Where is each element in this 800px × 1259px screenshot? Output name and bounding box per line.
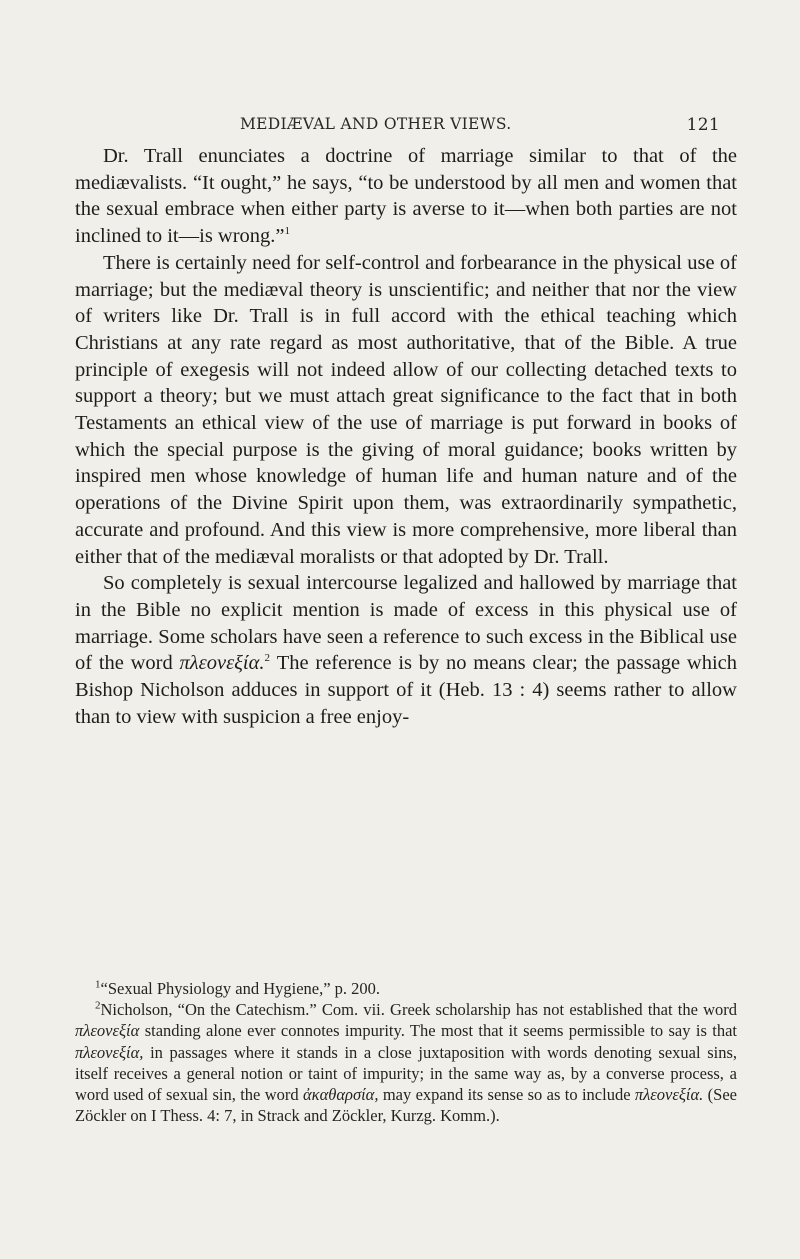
footnote-ref-1: 1: [284, 225, 291, 238]
footnote-1-text: “Sexual Physiology and Hygiene,” p. 200.: [100, 979, 381, 998]
paragraph-2: There is certainly need for self-control and forbearance in the physical use of marriage; but the mediæval theory is unscientific; and neither that nor the view of writers like Dr. Trall is in full accord with the ethical teaching which Christians at any rate regard as most authoritative, that of the Bible. A true principle of exegesis will not indeed allow of our collecting detached texts to support a theory; but we must attach great significance to the fact that in both Testaments an ethical view of the use of marriage is put forward in books of which the special purpose is the giving of moral guidance; books written by inspired men whose knowledge of human life and human nature and of the operations of the Divine Spirit upon them, was extraordinarily sympathetic, accurate and profound. And this view is more comprehensive, more liberal than either that of the mediæval moralists or that adopted by Dr. Trall.: [75, 251, 737, 568]
footnote-2-greek-2: πλεονεξία,: [75, 1042, 144, 1062]
footnote-ref-2: 2: [264, 652, 271, 665]
footnote-2-mark: 2: [95, 999, 101, 1012]
footnote-2-text-b: standing alone ever connotes impurity. The most that it seems permissible to say is that: [144, 1021, 737, 1041]
paragraph-3-text-b: The reference is by no means clear; the passage which Bishop Nicholson adduces in support of it (Heb. 13 : 4) seems rather to allow than to view with suspicion a free enjoy-: [75, 652, 738, 728]
footnote-2-greek-1: πλεονεξία: [75, 1021, 140, 1041]
footnote-2-text-a: Nicholson, “On the Catechism.” Com. vii. Greek scholarship has not established that the word: [100, 1000, 737, 1020]
page-number: 121: [686, 115, 720, 135]
footnote-2-greek-3: ἀκαθαρσία,: [303, 1085, 379, 1105]
greek-word: πλεονεξία.: [179, 652, 265, 675]
footnote-2: [75, 999, 737, 1126]
body-text: [75, 143, 737, 730]
footnote-2-greek-4: πλεονεξία.: [634, 1085, 704, 1105]
footnote-2-text-e: (See Zöckler on I Thess. 4: 7, in Strack and Zöckler, Kurzg. Komm.).: [75, 1085, 737, 1126]
paragraph-1: [75, 143, 737, 250]
paragraph-3: [75, 570, 737, 730]
paragraph-3-text-a: So completely is sexual intercourse legalized and hallowed by marriage that in the Bible no explicit mention is made of excess in this physical use of marriage. Some scholars have seen a reference to such excess in the Biblical use of the word: [75, 572, 737, 675]
footnote-1-mark: 1: [95, 978, 101, 991]
footnotes: [75, 978, 737, 1126]
paragraph-1-text: Dr. Trall enunciates a doctrine of marriage similar to that of the mediævalists. “It ought,” he says, “to be understood by all men and women that the sexual embrace when either party is averse to it—when both parties are not inclined to it—is wrong.”: [75, 145, 737, 248]
running-title: MEDIÆVAL AND OTHER VIEWS.: [240, 115, 512, 133]
footnote-2-text-c: in passages where it stands in a close juxtaposition with words denoting sexual sins, itself receives a general notion or taint of impurity; in the same way as, by a converse process, a word used of sexual sin, the word: [75, 1042, 737, 1105]
footnote-2-text-d: may expand its sense so as to include: [382, 1085, 631, 1105]
footnote-1: [75, 978, 737, 999]
